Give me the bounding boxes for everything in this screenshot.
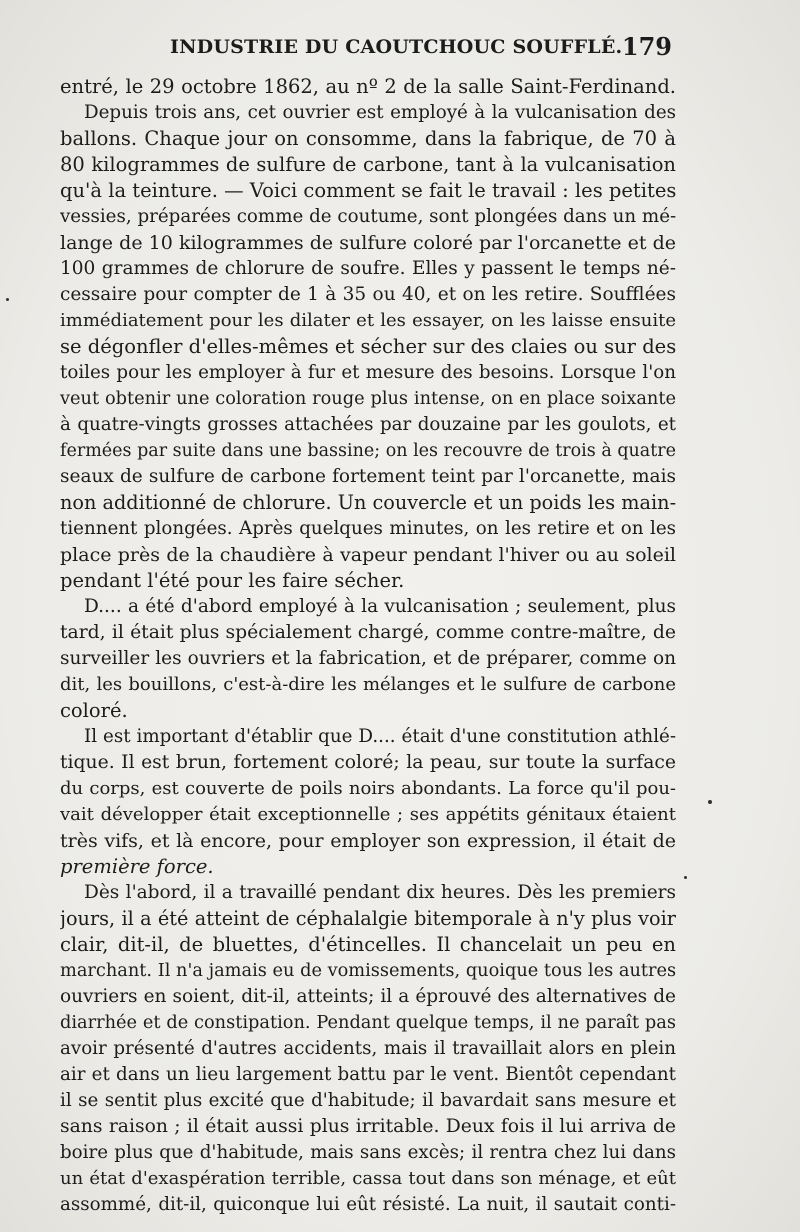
ink-speck — [6, 298, 9, 301]
page-header — [60, 30, 676, 64]
text-line: immédiatement pour les dilater et les essayer, on les laisse ensuite — [60, 310, 676, 331]
text-line: place près de la chaudière à vapeur pendant l'hiver ou au soleil — [60, 544, 676, 566]
text-line: jours, il a été atteint de céphalalgie bitemporale à n'y plus voir — [60, 907, 676, 930]
text-line: très vifs, et là encore, pour employer son expression, il était de — [60, 830, 676, 852]
text-line: vait développer était exceptionnelle ; ses appétits génitaux étaient — [60, 804, 676, 825]
text-line: clair, dit-il, de bluettes, d'étincelles. Il chancelait un peu en — [60, 933, 676, 956]
text-line: tard, il était plus spécialement chargé, comme contre-maître, de — [60, 622, 676, 643]
text-line: Depuis trois ans, cet ouvrier est employé à la vulcanisation des — [84, 102, 676, 123]
ink-speck — [684, 876, 687, 879]
text-line: se dégonfler d'elles-mêmes et sécher sur des claies ou sur des — [60, 335, 676, 358]
text-line: cessaire pour compter de 1 à 35 ou 40, et on les retire. Soufflées — [60, 284, 676, 305]
text-line: ballons. Chaque jour on consomme, dans la fabrique, de 70 à — [60, 127, 676, 150]
text-line: du corps, est couverte de poils noirs abondants. La force qu'il pou- — [60, 778, 676, 799]
text-line: qu'à la teinture. — Voici comment se fait le travail : les petites — [60, 179, 676, 202]
ink-speck — [708, 800, 712, 804]
text-line: tiennent plongées. Après quelques minutes, on les retire et on les — [60, 518, 676, 539]
text-line: boire plus que d'habitude, mais sans excès; il rentra chez lui dans — [60, 1142, 676, 1163]
text-line: lange de 10 kilogrammes de sulfure coloré par l'orcanette et de — [60, 232, 676, 254]
text-line: surveiller les ouvriers et la fabrication, et de préparer, comme on — [60, 648, 676, 669]
text-line: marchant. Il n'a jamais eu de vomissements, quoique tous les autres — [60, 961, 676, 981]
text-line: ouvriers en soient, dit-il, atteints; il a éprouvé des alternatives de — [60, 986, 676, 1007]
text-line: 100 grammes de chlorure de soufre. Elles y passent le temps né- — [60, 258, 676, 279]
text-line: il se sentit plus excité que d'habitude; il bavardait sans mesure et — [60, 1090, 676, 1111]
text-line: dit, les bouillons, c'est-à-dire les mélanges et le sulfure de carbone — [60, 674, 676, 695]
running-head: INDUSTRIE DU CAOUTCHOUC SOUFFLÉ. — [170, 36, 623, 58]
text-line: avoir présenté d'autres accidents, mais il travaillait alors en plein — [60, 1038, 676, 1059]
text-line: à quatre-vingts grosses attachées par douzaine par les goulots, et — [60, 414, 676, 435]
text-line: air et dans un lieu largement battu par le vent. Bientôt cependant — [60, 1064, 676, 1085]
text-line: 80 kilogrammes de sulfure de carbone, tant à la vulcanisation — [60, 153, 676, 176]
body-text — [60, 74, 676, 1218]
text-line: D.... a été d'abord employé à la vulcanisation ; seulement, plus — [84, 596, 676, 617]
text-line: coloré. — [60, 699, 128, 722]
text-line: Il est important d'établir que D.... était d'une constitution athlé- — [84, 726, 676, 747]
text-line: diarrhée et de constipation. Pendant quelque temps, il ne paraît pas — [60, 1013, 676, 1033]
text-line: vessies, préparées comme de coutume, sont plongées dans un mé- — [60, 206, 676, 227]
text-line: seaux de sulfure de carbone fortement teint par l'orcanette, mais — [60, 466, 676, 487]
text-line: Dès l'abord, il a travaillé pendant dix heures. Dès les premiers — [84, 882, 676, 903]
text-line: pendant l'été pour les faire sécher. — [60, 569, 405, 592]
text-line: toiles pour les employer à fur et mesure des besoins. Lorsque l'on — [60, 362, 676, 383]
page-number: 179 — [621, 32, 672, 61]
text-line: tique. Il est brun, fortement coloré; la peau, sur toute la surface — [60, 752, 676, 773]
text-line: un état d'exaspération terrible, cassa tout dans son ménage, et eût — [60, 1168, 676, 1189]
text-line: assommé, dit-il, quiconque lui eût résisté. La nuit, il sautait conti- — [60, 1194, 676, 1215]
text-line: sans raison ; il était aussi plus irritable. Deux fois il lui arriva de — [60, 1116, 676, 1137]
text-line: fermées par suite dans une bassine; on les recouvre de trois à quatre — [60, 441, 676, 461]
text-line: veut obtenir une coloration rouge plus intense, on en place soixante — [60, 389, 676, 409]
text-line: non additionné de chlorure. Un couvercle et un poids les main- — [60, 491, 676, 514]
text-line: entré, le 29 octobre 1862, au nº 2 de la salle Saint-Ferdinand. — [60, 75, 676, 98]
text-line: première force. — [60, 855, 214, 878]
